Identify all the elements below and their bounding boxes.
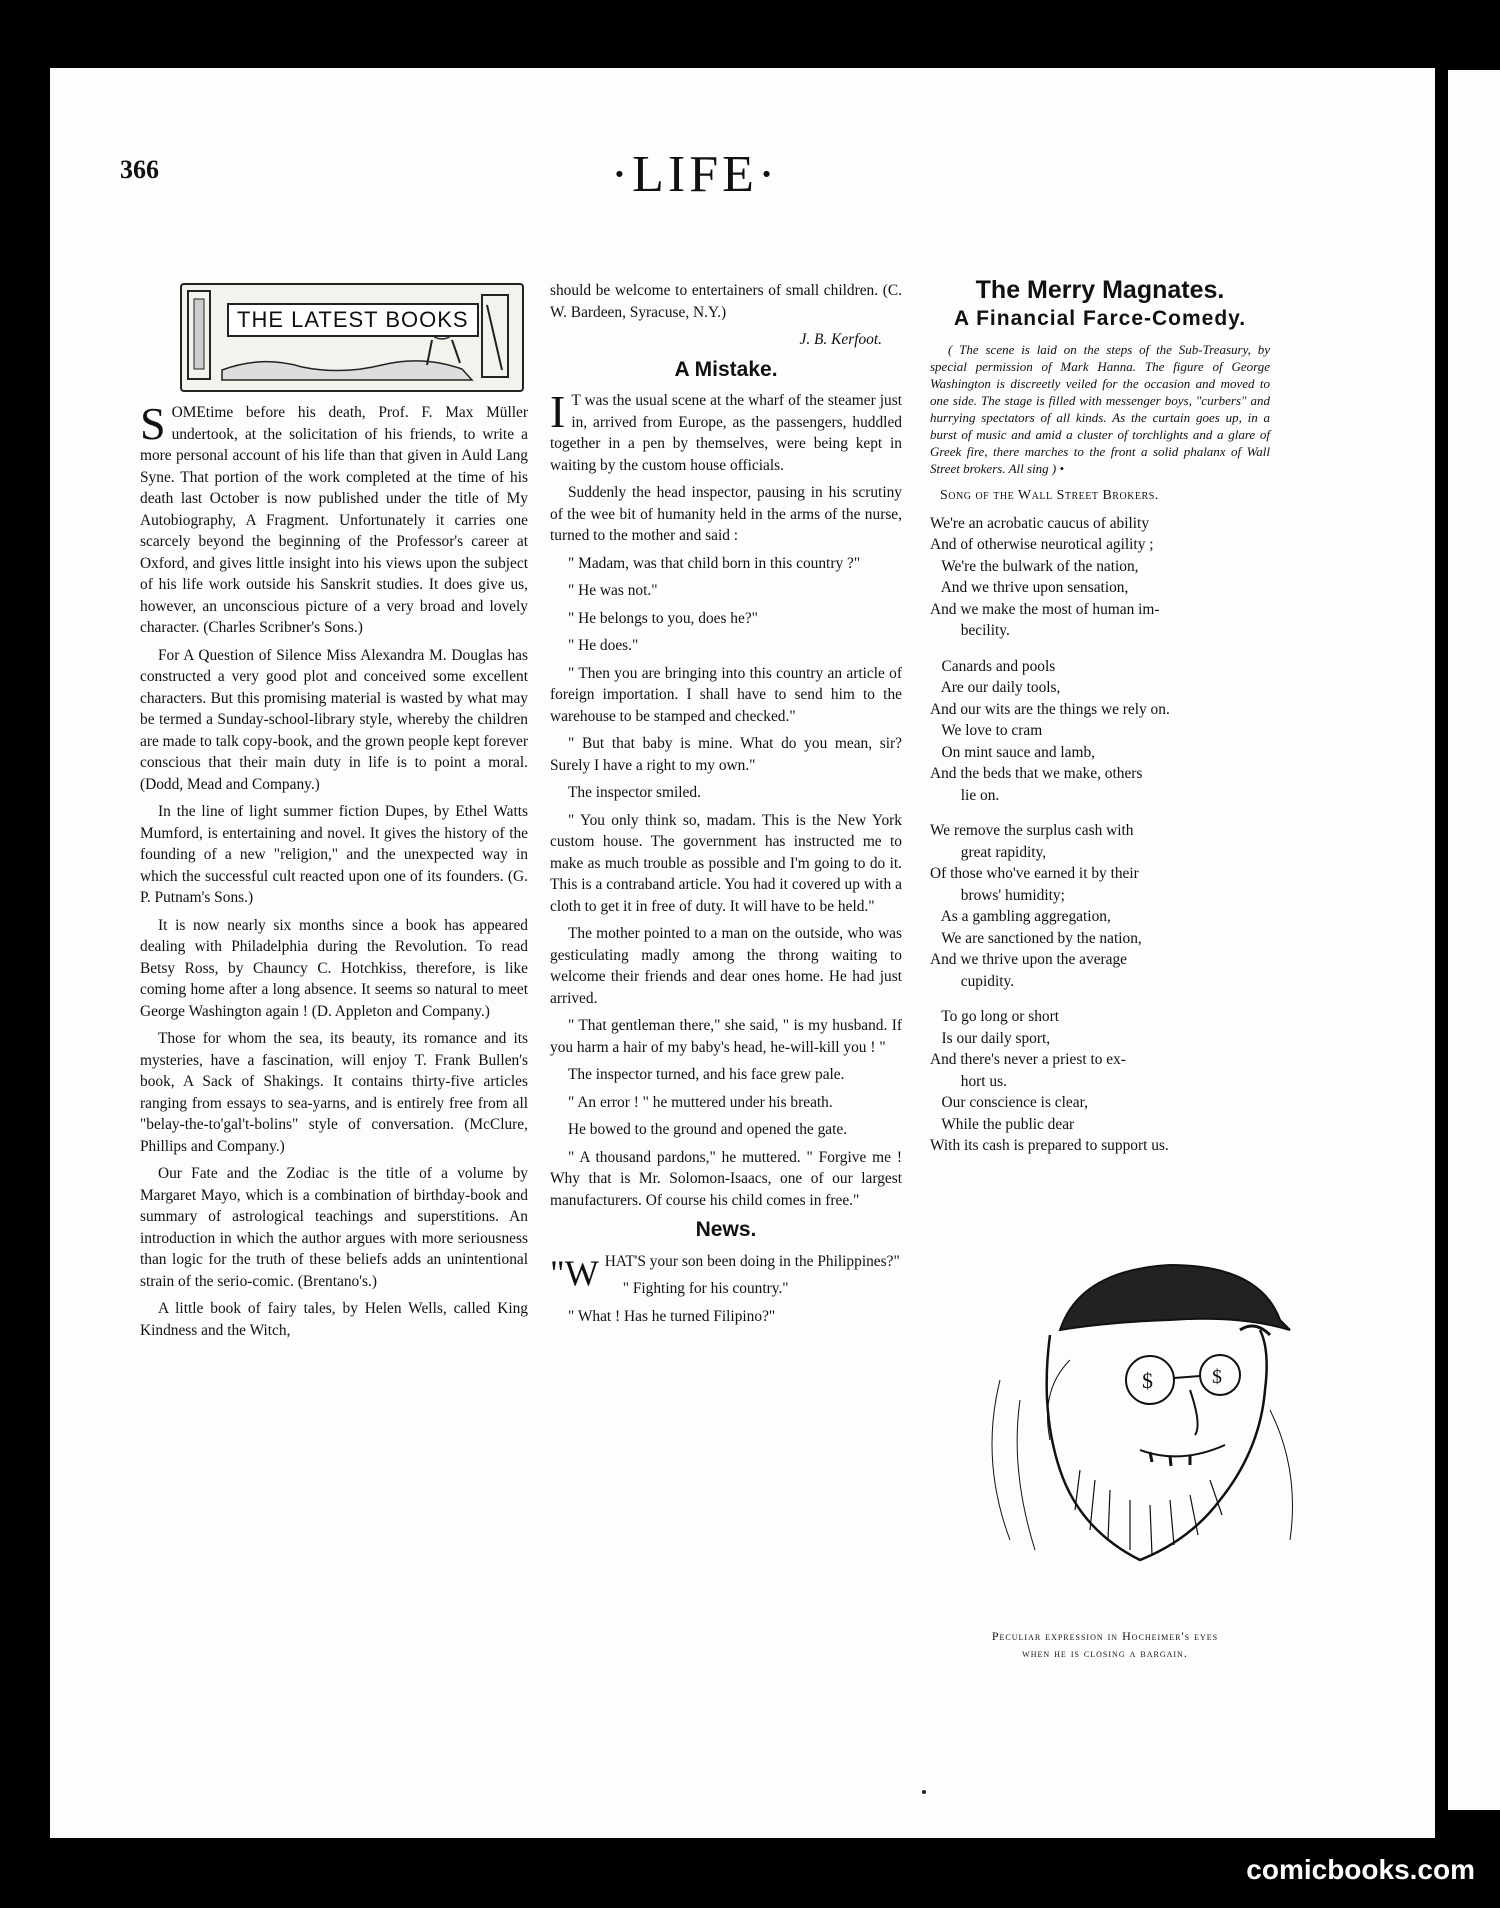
story-paragraph: Suddenly the head inspector, pausing in his scrutiny of the wee bit of humanity held in the arms of the nurse, turned to the mother and said : [550, 484, 902, 544]
news-title: News. [695, 1218, 757, 1241]
drop-cap: I [550, 386, 566, 437]
cartoon-caption: Peculiar expression in Hocheimer's eyes when he is closing a bargain. [991, 1629, 1219, 1660]
review-paragraph: Those for whom the sea, its beauty, its romance and its mysteries, have a fascination, will enjoy T. Frank Bullen's book, A Sack of Shakings. It contains thirty-five articles ranging from essays to sea-yarns, and is entirely free from all "belay-the-to'gal't-bolins" style of conversation. (McClure, Phillips and Company.) [140, 1030, 528, 1155]
review-paragraph: For A Question of Silence Miss Alexandra M. Douglas has constructed a very good plot and conceived some excellent characters. But this promising material is wasted by what may be termed a Sunday-school-library style, whereby the children are made to talk copy-book, and the grown people kept forever conscious that their main duty in life is to point a moral. (Dodd, Mead and Company.) [140, 646, 528, 793]
latest-books-banner [180, 283, 524, 392]
farce-subtitle: A Financial Farce-Comedy. [953, 306, 1247, 330]
drop-cap: S [140, 398, 166, 449]
song-verse-4: To go long or short Is our daily sport, And there's never a priest to ex- hort us. Our conscience is clear, While the public dear With its cash is prepared to support us. [930, 1008, 1169, 1154]
song-verse-3: We remove the surplus cash with great rapidity, Of those who've earned it by their brows' humidity; As a gambling aggregation, We are sanctioned by the nation, And we thrive upon the average cupidity. [930, 822, 1142, 990]
story-paragraph: " You only think so, madam. This is the New York custom house. The government has instructed me to make as much trouble as possible and I'm going to do it. This is a contraband article. You had it covered up with a cloth to get it in free of duty. It will have to be held." [550, 811, 902, 915]
farce-comedy-column [930, 276, 1270, 1171]
svg-text:$: $ [1142, 1368, 1153, 1393]
story-paragraph: He bowed to the ground and opened the gate. [568, 1121, 848, 1138]
story-paragraph: " An error ! " he muttered under his breath. [568, 1093, 833, 1111]
drop-cap: "W [550, 1252, 599, 1293]
story-paragraph: The inspector turned, and his face grew pale. [568, 1066, 845, 1083]
stage-direction: ( The scene is laid on the steps of the Sub-Treasury, by special permission of Mark Hanna. The figure of George Washington is discreetly veiled for the occasion and moved to one side. The stage is filled with messenger boys, "curbers" and hurrying spectators of all kinds. As the curtain goes up, in a burst of music and amid a cluster of torchlights and a glare of Greek fire, there marches to the front a solid phalanx of Wall Street brokers. All sing ) • [930, 342, 1270, 476]
reviewer-signature: J. B. Kerfoot. [799, 331, 882, 348]
banner-title: THE LATEST BOOKS [227, 303, 479, 337]
story-paragraph: " That gentleman there," she said, " is my husband. If you harm a hair of my baby's head, he-will-kill you ! " [550, 1017, 902, 1056]
story-paragraph: " He was not." [568, 582, 658, 599]
review-paragraph: S OMEtime before his death, Prof. F. Max Müller undertook, at the solicitation of his friends, to write a more personal account of his life than that given in Auld Lang Syne. That portion of the work completed at the time of his death last October is now published under the title of My Autobiography, A Fragment. Unfortunately it carries one scarcely beyond the beginning of the Professor's career at Oxford, and gives little insight into his views upon the subject of his life work outside his Sanskrit studies. It does give us, however, an unconscious picture of a very broad and lovely character. (Charles Scribner's Sons.) [140, 398, 528, 636]
story-paragraph: " But that baby is mine. What do you mean, sir? Surely I have a right to my own." [550, 735, 902, 774]
review-paragraph: It is now nearly six months since a book has appeared dealing with Philadelphia during the Revolution. To read Betsy Ross, by Chauncy C. Hotchkiss, therefore, is like coming home after a long absence. It seems so natural to meet George Washington again ! (D. Appleton and Company.) [140, 916, 528, 1020]
masthead-life: ·LIFE· [610, 146, 780, 203]
page-speck [922, 1790, 926, 1794]
story-paragraph: The mother pointed to a man on the outside, who was gesticulating madly among the throng waiting to welcome their friends and dear ones home. He had just arrived. [550, 925, 902, 1007]
facing-page-edge [1448, 70, 1500, 1810]
review-continuation: should be welcome to entertainers of small children. (C. W. Bardeen, Syracuse, N.Y.) [550, 282, 902, 321]
story-paragraph: The inspector smiled. [568, 784, 701, 801]
story-paragraph: " He does." [568, 637, 639, 654]
review-paragraph: Our Fate and the Zodiac is the title of a volume by Margaret Mayo, which is a combination of birthday-book and summary of astrological teachings and superstitions. An introduction in which the author argues with more seriousness than logic for the truth of these beliefs adds an unintentional strain of the serio-comic. (Brentano's.) [140, 1165, 528, 1290]
book-reviews-column [140, 398, 528, 1347]
song-verse-1: We're an acrobatic caucus of ability And of otherwise neurotical agility ; We're the bulwark of the nation, And we thrive upon sensation, And we make the most of human im- becility. [930, 514, 1160, 639]
page-number: 366 [120, 155, 159, 184]
song-title: Song of the Wall Street Brokers. [940, 488, 1159, 503]
news-paragraph: "WHAT'S your son been doing in the Philippines?" [550, 1252, 900, 1293]
middle-column [550, 280, 902, 1333]
story-paragraph: " Then you are bringing into this country an article of foreign importation. I shall have to send him to the warehouse to be stamped and checked." [550, 664, 902, 725]
story-paragraph: " Madam, was that child born in this country ?" [568, 554, 861, 572]
hocheimer-cartoon [940, 1210, 1350, 1590]
news-paragraph: " What ! Has he turned Filipino?" [568, 1307, 776, 1325]
svg-text:$: $ [1212, 1366, 1222, 1388]
review-paragraph: In the line of light summer fiction Dupes, by Ethel Watts Mumford, is entertaining and novel. It gives the history of the founding of a new "religion," and the unexpected way in which the successful cult reacted upon one of its founders. (G. P. Putnam's Sons.) [140, 803, 528, 906]
story-paragraph: " He belongs to you, does he?" [568, 609, 758, 627]
song-verse-2: Canards and pools Are our daily tools, And our wits are the things we rely on. We love to cram On mint sauce and lamb, And the beds that we make, others lie on. [930, 657, 1170, 804]
watermark: comicbooks.com [1246, 1854, 1475, 1885]
story-paragraph: " A thousand pardons," he muttered. " Forgive me ! Why that is Mr. Solomon-Isaacs, one of our largest manufacturers. Of course his child comes in free." [550, 1148, 902, 1209]
news-paragraph: " Fighting for his country." [622, 1280, 789, 1297]
story-paragraph: I T was the usual scene at the wharf of the steamer just in, arrived from Europe, as the passengers, huddled together in a pen by themselves, were being kept in waiting by the custom house officials. [550, 386, 902, 474]
mistake-title: A Mistake. [674, 357, 778, 381]
review-paragraph: A little book of fairy tales, by Helen Wells, called King Kindness and the Witch, [140, 1300, 528, 1339]
merry-magnates-title: The Merry Magnates. [975, 276, 1225, 304]
